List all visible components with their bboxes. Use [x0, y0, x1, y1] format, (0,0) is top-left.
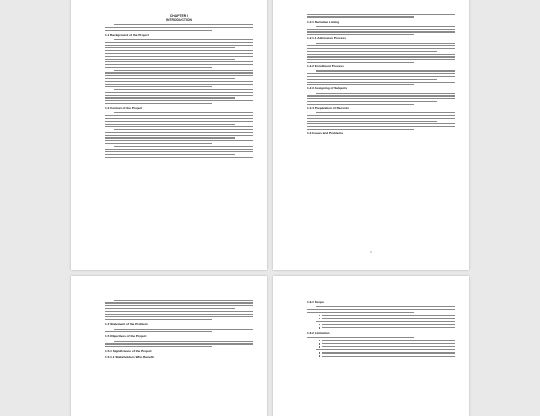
- text-line: [105, 30, 212, 31]
- text-line: [114, 329, 253, 330]
- text-line: [105, 308, 235, 309]
- text-line: [105, 302, 253, 303]
- text-line: [105, 75, 253, 76]
- text-line: [105, 305, 253, 306]
- bullet-icon: [319, 346, 321, 348]
- text-line: [307, 56, 455, 57]
- text-line: [307, 76, 455, 77]
- text-line: [307, 16, 414, 17]
- text-line: [307, 34, 414, 35]
- list-item: [319, 324, 455, 326]
- section-heading: 1.5.1.1 Stakeholders Who Benefit: [105, 354, 154, 359]
- list-item: [319, 327, 455, 329]
- document-page-1: [71, 0, 267, 270]
- text-line: [105, 343, 253, 344]
- text-line: [105, 67, 212, 68]
- text-line: [307, 101, 437, 102]
- text-line: [105, 140, 253, 141]
- bullet-icon: [319, 343, 321, 345]
- bullet-icon: [319, 324, 321, 326]
- text-line: [105, 115, 253, 116]
- section-heading: 1.5 Objectives of the Project: [105, 334, 147, 339]
- bullet-icon: [319, 318, 321, 320]
- document-page-4: [273, 276, 469, 416]
- section-heading: 1.2.1 Narrative Listing: [307, 19, 340, 24]
- text-line: [307, 309, 455, 310]
- text-line: [105, 56, 253, 57]
- page-4-content: [307, 298, 455, 359]
- text-line: [307, 129, 414, 130]
- page-3-content: [105, 298, 253, 361]
- text-line: [316, 93, 455, 94]
- text-line: [307, 337, 414, 338]
- page-1-content: [105, 14, 253, 160]
- section-heading: 1.2.3 Assigning of Subjects: [307, 86, 348, 91]
- page-number: 2: [370, 251, 372, 254]
- section-heading: 1.2.2 Enrollment Process: [307, 64, 344, 69]
- text-line: [114, 89, 253, 90]
- text-line: [114, 146, 253, 147]
- text-line: [114, 341, 253, 342]
- text-line: [307, 115, 455, 116]
- section-heading: 1.4 Statement of the Problem: [105, 322, 148, 327]
- text-line: [307, 45, 455, 46]
- text-line: [316, 349, 455, 350]
- text-line: [105, 132, 253, 133]
- text-line: [105, 92, 253, 93]
- text-line: [105, 143, 212, 144]
- text-line: [105, 319, 212, 320]
- text-line: [105, 100, 253, 101]
- text-line: [105, 42, 253, 43]
- list-item: [319, 343, 455, 345]
- text-line: [307, 62, 414, 63]
- text-line: [316, 306, 455, 307]
- text-line: [307, 104, 414, 105]
- document-page-3: [71, 276, 267, 416]
- bullet-icon: [319, 352, 321, 354]
- text-line: [114, 129, 253, 130]
- text-line: [307, 312, 414, 313]
- text-line: [307, 31, 455, 32]
- text-line: [114, 24, 253, 25]
- text-line: [307, 48, 455, 49]
- text-line: [105, 124, 235, 125]
- text-line: [105, 157, 253, 158]
- text-line: [105, 154, 235, 155]
- text-line: [307, 118, 455, 119]
- text-line: [105, 86, 212, 87]
- list-item: [319, 352, 455, 354]
- list-item: [319, 318, 455, 320]
- text-line: [307, 54, 455, 55]
- text-line: [114, 70, 253, 71]
- text-line: [307, 51, 437, 52]
- text-line: [105, 53, 253, 54]
- text-line: [105, 121, 253, 122]
- text-line: [316, 321, 455, 322]
- text-line: [105, 316, 253, 317]
- text-line: [105, 84, 253, 85]
- text-line: [307, 123, 455, 124]
- list-item: [319, 346, 455, 348]
- text-line: [316, 112, 455, 113]
- text-line: [105, 61, 253, 62]
- text-line: [105, 331, 212, 332]
- text-line: [105, 45, 253, 46]
- text-line: [105, 346, 212, 347]
- chapter-heading: CHAPTER I: [169, 14, 189, 18]
- text-line: [105, 81, 253, 82]
- section-heading: 1.2.4 Preparation of Records: [307, 105, 349, 110]
- section-heading: 1.1 Background of the Project: [105, 32, 149, 37]
- list-item: [319, 340, 455, 342]
- text-line: [105, 126, 253, 127]
- list-item: [319, 315, 455, 317]
- section-heading: 1.2 Context of the Project: [105, 106, 143, 111]
- text-line: [105, 314, 253, 315]
- text-line: [307, 84, 414, 85]
- text-line: [105, 47, 235, 48]
- text-line: [307, 14, 455, 15]
- list-item: [319, 355, 455, 357]
- text-line: [307, 121, 437, 122]
- text-line: [105, 50, 253, 51]
- text-line: [105, 72, 253, 73]
- text-line: [105, 103, 212, 104]
- text-line: [307, 95, 455, 96]
- text-line: [105, 97, 235, 98]
- text-line: [105, 59, 235, 60]
- text-line: [105, 311, 253, 312]
- document-page-2: [273, 0, 469, 270]
- text-line: [307, 98, 455, 99]
- text-line: [307, 59, 455, 60]
- text-line: [105, 151, 253, 152]
- text-line: [105, 27, 253, 28]
- bullet-icon: [319, 315, 321, 317]
- section-heading: 1.6.1 Scope: [307, 300, 325, 304]
- chapter-title: INTRODUCTION: [166, 18, 192, 23]
- text-line: [105, 137, 235, 138]
- section-heading: 1.6.2 Limitation: [307, 330, 330, 335]
- text-line: [307, 79, 437, 80]
- text-line: [105, 118, 253, 119]
- section-heading: 1.5.1 Significance of the Project: [105, 349, 152, 354]
- page-2-content: [307, 12, 455, 137]
- text-line: [105, 78, 235, 79]
- text-line: [114, 112, 253, 113]
- text-line: [316, 70, 455, 71]
- text-line: [114, 300, 253, 301]
- text-line: [114, 39, 253, 40]
- text-line: [307, 82, 455, 83]
- section-heading: 1.2.1.1 Admission Process: [307, 36, 346, 41]
- bullet-icon: [319, 340, 321, 342]
- text-line: [316, 43, 455, 44]
- text-line: [105, 64, 253, 65]
- text-line: [316, 26, 455, 27]
- bullet-icon: [319, 327, 321, 329]
- text-line: [105, 135, 253, 136]
- text-line: [105, 95, 253, 96]
- section-heading: 1.3 Issues and Problems: [307, 130, 344, 135]
- text-line: [105, 149, 253, 150]
- text-line: [307, 73, 455, 74]
- bullet-icon: [319, 355, 321, 357]
- text-line: [307, 126, 455, 127]
- text-line: [307, 29, 455, 30]
